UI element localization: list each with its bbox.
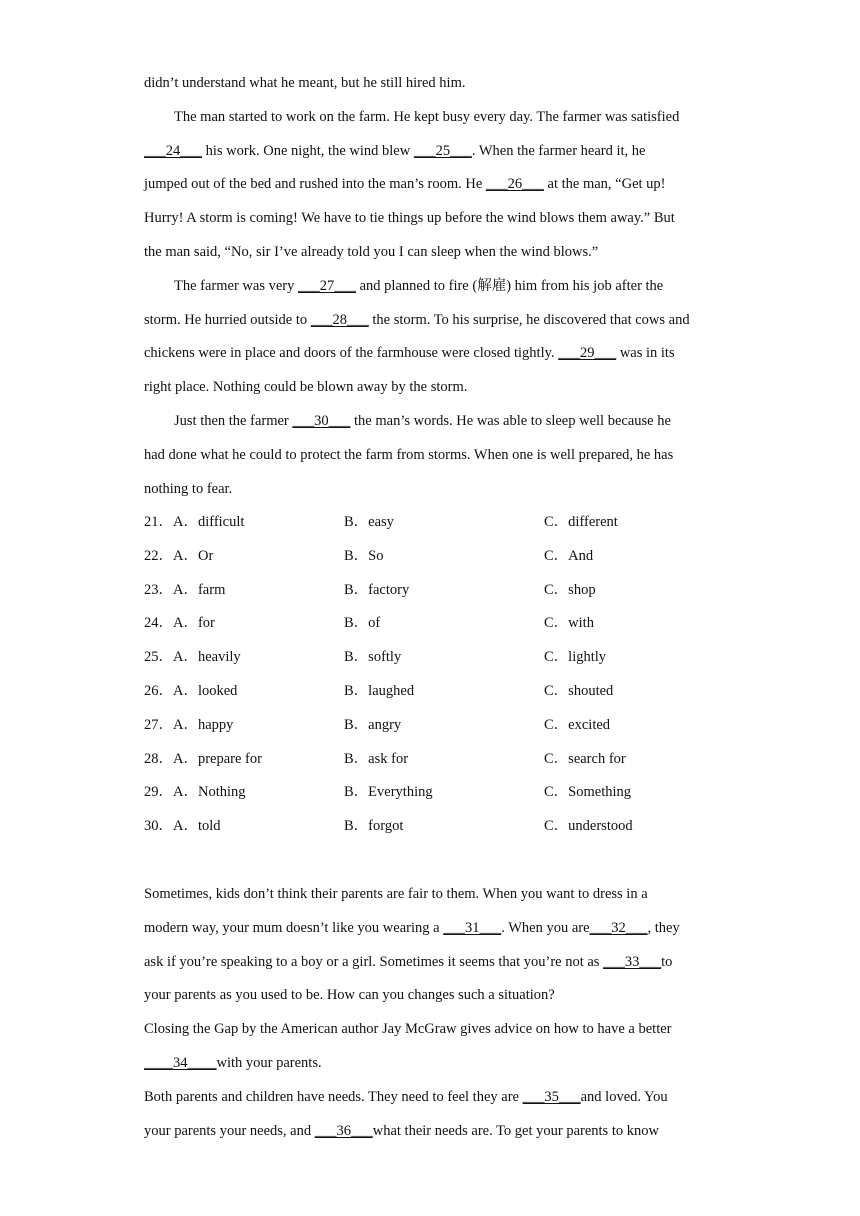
answer-blank: ___30___ [292, 413, 351, 429]
text-run: with your parents. [216, 1055, 322, 1071]
passage2-line [144, 1087, 724, 1107]
passage2-line [144, 1121, 724, 1141]
text-run: storm. He hurried outside to [144, 312, 311, 328]
passage1-line [144, 479, 724, 499]
passage2-line [144, 1053, 724, 1073]
answer-blank: ___28___ [310, 312, 369, 328]
option-row [144, 580, 744, 600]
text-run: to [661, 954, 673, 970]
text-run: had done what he could to protect the farm from storms. When one is well prepared, he has [144, 447, 674, 463]
option-a: 26．A．looked [144, 683, 238, 699]
option-c: C．with [544, 615, 594, 631]
text-run: your parents your needs, and [144, 1123, 315, 1139]
option-b: B．forgot [344, 818, 404, 834]
option-a: 27．A．happy [144, 717, 234, 733]
answer-blank: ____34____ [144, 1055, 217, 1071]
text-run: The man started to work on the farm. He kept busy every day. The farmer was satisfied [174, 109, 680, 125]
option-c: C．excited [544, 717, 611, 733]
option-b: B．laughed [344, 683, 415, 699]
passage1-line [174, 276, 754, 296]
passage1-line [144, 73, 724, 93]
text-run: Sometimes, kids don’t think their parents are fair to them. When you want to dress in a [144, 886, 648, 902]
option-c: C．different [544, 514, 618, 530]
answer-blank: ___36___ [314, 1123, 373, 1139]
option-row [144, 816, 744, 836]
option-a: 28．A．prepare for [144, 751, 262, 767]
option-b: B．of [344, 615, 381, 631]
passage1-line [144, 445, 724, 465]
passage2-line [144, 1019, 724, 1039]
text-run: the man’s words. He was able to sleep well because he [350, 413, 671, 429]
option-row [144, 749, 744, 769]
answer-blank: ___32___ [589, 920, 648, 936]
answer-blank: ___26___ [485, 176, 544, 192]
text-run: jumped out of the bed and rushed into the man’s room. He [144, 176, 486, 192]
passage1-line [144, 208, 724, 228]
option-a: 21．A．difficult [144, 514, 245, 530]
passage1-line [174, 107, 754, 127]
option-c: C．shouted [544, 683, 614, 699]
option-row [144, 782, 744, 802]
text-run: ask if you’re speaking to a boy or a girl. Sometimes it seems that you’re not as [144, 954, 604, 970]
option-a: 24．A．for [144, 615, 215, 631]
text-run: and loved. You [580, 1089, 668, 1105]
text-run: Both parents and children have needs. They need to feel they are [144, 1089, 523, 1105]
text-run: nothing to fear. [144, 481, 233, 497]
option-a: 30．A．told [144, 818, 221, 834]
text-run: what their needs are. To get your parents to know [372, 1123, 659, 1139]
option-a: 23．A．farm [144, 582, 226, 598]
option-c: C．understood [544, 818, 633, 834]
text-run: and planned to fire (解雇) him from his job after the [356, 278, 664, 294]
answer-blank: ___29___ [558, 345, 617, 361]
option-a: 29．A．Nothing [144, 784, 246, 800]
text-run: . When you are [501, 920, 590, 936]
passage2-line [144, 985, 724, 1005]
option-b: B．angry [344, 717, 402, 733]
passage2-line [144, 918, 724, 938]
passage1-line [144, 242, 724, 262]
option-b: B．softly [344, 649, 402, 665]
option-c: C．search for [544, 751, 626, 767]
option-c: C．lightly [544, 649, 607, 665]
answer-blank: ___35___ [522, 1089, 581, 1105]
text-run: Just then the farmer [174, 413, 293, 429]
passage1-line [144, 174, 724, 194]
option-row [144, 647, 744, 667]
option-b: B．So [344, 548, 384, 564]
option-row [144, 681, 744, 701]
option-a: 22．A．Or [144, 548, 214, 564]
passage1-line [144, 343, 724, 363]
passage2-line [144, 952, 724, 972]
text-run: at the man, “Get up! [543, 176, 666, 192]
text-run: the storm. To his surprise, he discovered that cows and [368, 312, 690, 328]
option-row [144, 546, 744, 566]
option-row [144, 613, 744, 633]
answer-blank: ___31___ [443, 920, 502, 936]
passage1-line [174, 411, 754, 431]
text-run: the man said, “No, sir I’ve already told you I can sleep when the wind blows.” [144, 244, 599, 260]
answer-blank: ___33___ [603, 954, 662, 970]
answer-blank: ___25___ [413, 143, 472, 159]
passage1-line [144, 310, 724, 330]
passage1-line [144, 141, 724, 161]
text-run: modern way, your mum doesn’t like you wearing a [144, 920, 444, 936]
option-c: C．shop [544, 582, 596, 598]
option-b: B．Everything [344, 784, 433, 800]
text-run: , they [647, 920, 680, 936]
option-b: B．factory [344, 582, 410, 598]
text-run: right place. Nothing could be blown away by the storm. [144, 379, 468, 395]
option-c: C．And [544, 548, 594, 564]
option-c: C．Something [544, 784, 632, 800]
answer-blank: ___27___ [298, 278, 356, 294]
option-a: 25．A．heavily [144, 649, 241, 665]
text-run: . When the farmer heard it, he [471, 143, 646, 159]
text-run: The farmer was very [174, 278, 298, 294]
option-b: B．easy [344, 514, 394, 530]
text-run: Closing the Gap by the American author Jay McGraw gives advice on how to have a better [144, 1021, 672, 1037]
passage1-line [144, 377, 724, 397]
answer-blank: ___24___ [144, 143, 202, 159]
passage2-line [144, 884, 724, 904]
option-row [144, 512, 744, 532]
text-run: didn’t understand what he meant, but he still hired him. [144, 75, 466, 91]
option-b: B．ask for [344, 751, 409, 767]
text-run: his work. One night, the wind blew [202, 143, 414, 159]
text-run: was in its [616, 345, 675, 361]
text-run: your parents as you used to be. How can you changes such a situation? [144, 987, 555, 1003]
text-run: Hurry! A storm is coming! We have to tie things up before the wind blows them away.” But [144, 210, 675, 226]
option-row [144, 715, 744, 735]
text-run: chickens were in place and doors of the farmhouse were closed tightly. [144, 345, 559, 361]
